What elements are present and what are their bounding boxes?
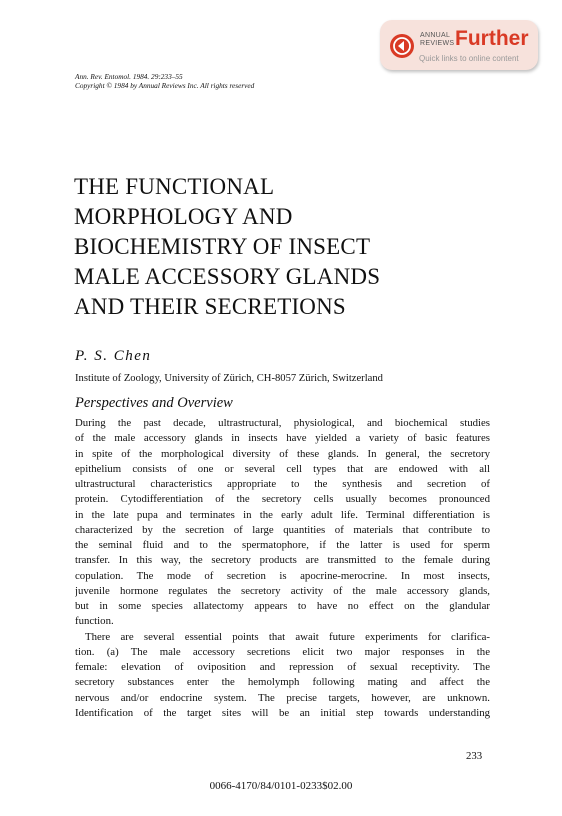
body-line: in spite of the morphological diversity of these glands. In general, the secretory bbox=[75, 447, 490, 460]
body-line: tion. (a) The male accessory secretions elicit two major responses in the bbox=[75, 645, 490, 658]
author-name: P. S. Chen bbox=[75, 348, 152, 364]
body-line: epithelium consists of one or several cell types that are endowed with all bbox=[75, 462, 490, 475]
title-line: AND THEIR SECRETIONS bbox=[74, 294, 346, 319]
body-line: but in some species allatectomy appears to have no effect on the glandular bbox=[75, 600, 490, 612]
badge-reviews: REVIEWS bbox=[420, 40, 455, 47]
body-text bbox=[75, 416, 490, 721]
badge-quick-links: Quick links to online content bbox=[419, 54, 519, 63]
title-line: BIOCHEMISTRY OF INSECT bbox=[74, 234, 371, 259]
body-line: ultrastructural characteristics appropriate to the synthesis and secretion of bbox=[75, 478, 490, 490]
badge-publisher bbox=[420, 32, 454, 48]
article-title bbox=[74, 172, 504, 322]
body-line: protein. Cytodifferentiation of the secretory cells usually becomes pronounced bbox=[75, 493, 490, 506]
page-number: 233 bbox=[466, 750, 483, 762]
body-line: of the male accessory glands in insects have yielded a variety of basic features bbox=[75, 432, 490, 445]
body-line: copulation. The mode of secretion is apocrine-merocrine. In most insects, bbox=[75, 569, 490, 582]
section-heading: Perspectives and Overview bbox=[75, 395, 233, 411]
body-line: in the late pupa and terminates in the early adult life. Terminal differentiation is bbox=[75, 508, 490, 521]
body-line: There are several essential points that await future experiments for clarifica- bbox=[85, 630, 490, 643]
further-badge[interactable] bbox=[380, 20, 538, 70]
body-line: female: elevation of oviposition and repression of sexual receptivity. The bbox=[75, 661, 490, 673]
body-line: characterized by the secretion of large quantities of materials that contribute to bbox=[75, 523, 490, 536]
badge-annual: ANNUAL bbox=[420, 32, 451, 39]
body-line: During the past decade, ultrastructural, physiological, and biochemical studies bbox=[75, 417, 490, 429]
body-line: juvenile hormone regulates the secretory activity of the male accessory glands, bbox=[75, 584, 490, 597]
citation-copyright: Copyright © 1984 by Annual Reviews Inc. All rights reserved bbox=[75, 81, 255, 90]
title-line: MALE ACCESSORY GLANDS bbox=[74, 264, 381, 289]
title-line: MORPHOLOGY AND bbox=[74, 204, 293, 229]
citation bbox=[75, 72, 254, 90]
citation-journal: Ann. Rev. Entomol. 1984. 29:233–55 bbox=[75, 72, 183, 81]
body-line: Identification of the target sites will be an initial step towards understanding bbox=[75, 706, 490, 719]
body-line: transfer. In this way, the secretory products are transmitted to the female during bbox=[75, 554, 490, 567]
body-line: secretory substances enter the hemolymph following mating and affect the bbox=[75, 676, 490, 689]
title-line: THE FUNCTIONAL bbox=[74, 174, 275, 199]
arrow-left-icon bbox=[390, 34, 414, 58]
body-line: function. bbox=[75, 615, 114, 628]
footer-code: 0066-4170/84/0101-0233$02.00 bbox=[209, 780, 353, 792]
author-affiliation: Institute of Zoology, University of Zürich, CH-8057 Zürich, Switzerland bbox=[75, 373, 383, 384]
body-line: the seminal fluid and to the spermatophore, if the latter is used for sperm bbox=[75, 539, 490, 551]
body-line: nervous and/or endocrine system. The precise targets, however, are unknown. bbox=[75, 691, 490, 704]
badge-further-label: Further bbox=[455, 27, 529, 50]
